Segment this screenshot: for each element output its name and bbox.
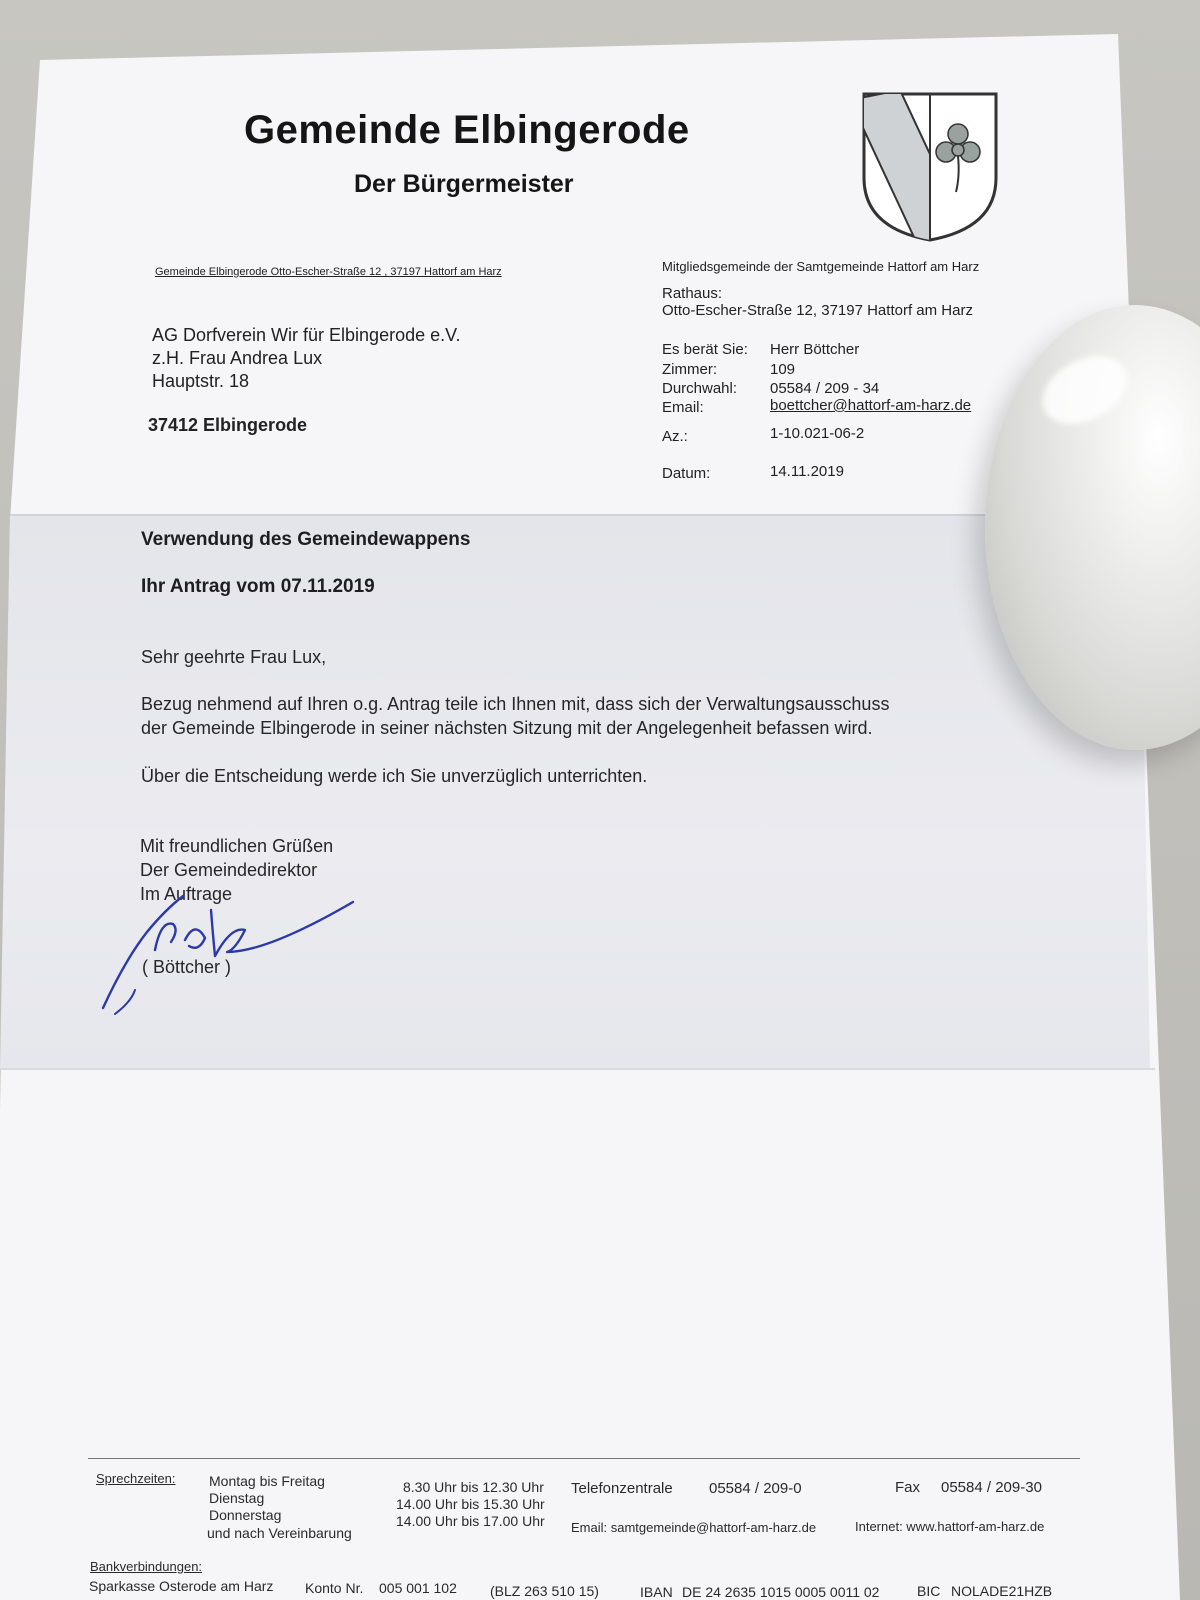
- office-hours-time-3: 14.00 Uhr bis 17.00 Uhr: [396, 1513, 545, 1529]
- request-reference: Ihr Antrag vom 07.11.2019: [141, 576, 375, 597]
- room-value: 109: [770, 361, 796, 378]
- reference-label: Az.:: [662, 428, 688, 445]
- iban-label: IBAN: [640, 1584, 673, 1600]
- phone-value: 05584 / 209 - 34: [770, 380, 880, 397]
- account-number: 005 001 102: [379, 1580, 457, 1596]
- office-subtitle: Der Bürgermeister: [354, 170, 574, 198]
- bank-name: Sparkasse Osterode am Harz: [89, 1578, 274, 1594]
- fax-label: Fax: [895, 1479, 921, 1496]
- letter-subject: Verwendung des Gemeindewappens: [141, 529, 471, 550]
- office-hours-day-4: und nach Vereinbarung: [207, 1525, 352, 1541]
- email-label: Email:: [662, 399, 704, 416]
- office-hours-day-2: Dienstag: [209, 1490, 265, 1506]
- bank-details-label: Bankverbindungen:: [90, 1559, 203, 1574]
- bank-code: (BLZ 263 510 15): [490, 1583, 599, 1599]
- account-label: Konto Nr.: [305, 1580, 364, 1596]
- body-paragraph-line-1: Bezug nehmend auf Ihren o.g. Antrag teile ich Ihnen mit, dass sich der Verwaltungsausschuss: [141, 694, 890, 714]
- bic-label: BIC: [917, 1583, 941, 1599]
- town-hall-label: Rathaus:: [662, 285, 723, 302]
- office-hours-time-2: 14.00 Uhr bis 15.30 Uhr: [396, 1496, 545, 1512]
- office-hours-day-1: Montag bis Freitag: [209, 1473, 325, 1489]
- switchboard-number: 05584 / 209-0: [709, 1480, 802, 1497]
- advisor-label: Es berät Sie:: [662, 341, 748, 358]
- room-label: Zimmer:: [662, 361, 717, 378]
- town-hall-address: Otto-Escher-Straße 12, 37197 Hattorf am Harz: [662, 302, 973, 319]
- recipient-organization: AG Dorfverein Wir für Elbingerode e.V.: [152, 325, 461, 345]
- closing-greeting: Mit freundlichen Grüßen: [140, 836, 334, 856]
- office-hours-label: Sprechzeiten:: [96, 1471, 176, 1486]
- phone-label: Durchwahl:: [662, 380, 738, 397]
- date-label: Datum:: [662, 465, 711, 482]
- municipality-title: Gemeinde Elbingerode: [244, 108, 690, 152]
- reference-value: 1-10.021-06-2: [770, 425, 865, 442]
- closing-on-behalf: Im Auftrage: [140, 884, 233, 904]
- member-municipality-note: Mitgliedsgemeinde der Samtgemeinde Hattorf am Harz: [662, 259, 980, 274]
- recipient-attention: z.H. Frau Andrea Lux: [152, 348, 323, 368]
- salutation: Sehr geehrte Frau Lux,: [141, 647, 327, 667]
- body-paragraph-line-2: der Gemeinde Elbingerode in seiner nächsten Sitzung mit der Angelegenheit befassen wird.: [141, 718, 873, 738]
- coat-of-arms-icon: [860, 90, 1000, 242]
- switchboard-label: Telefonzentrale: [571, 1480, 673, 1497]
- footer-email[interactable]: Email: samtgemeinde@hattorf-am-harz.de: [571, 1520, 817, 1535]
- email-link[interactable]: boettcher@hattorf-am-harz.de: [770, 397, 972, 414]
- office-hours-time-1: 8.30 Uhr bis 12.30 Uhr: [403, 1479, 544, 1495]
- recipient-street: Hauptstr. 18: [152, 371, 250, 391]
- footer-website[interactable]: Internet: www.hattorf-am-harz.de: [855, 1519, 1045, 1534]
- fax-number: 05584 / 209-30: [941, 1479, 1042, 1496]
- footer-divider: [88, 1458, 1080, 1459]
- closing-title: Der Gemeindedirektor: [140, 860, 318, 880]
- iban-value: DE 24 2635 1015 0005 0011 02: [682, 1584, 880, 1600]
- office-hours-day-3: Donnerstag: [209, 1507, 282, 1523]
- bic-value: NOLADE21HZB: [951, 1583, 1053, 1599]
- body-paragraph-2: Über die Entscheidung werde ich Sie unverzüglich unterrichten.: [141, 766, 648, 786]
- fold-crease-lower: [0, 1068, 1155, 1070]
- advisor-value: Herr Böttcher: [770, 341, 860, 358]
- signer-name: ( Böttcher ): [142, 957, 232, 977]
- date-value: 14.11.2019: [770, 463, 844, 480]
- recipient-city: 37412 Elbingerode: [148, 415, 308, 435]
- fold-crease-upper: [10, 514, 1140, 516]
- handwritten-signature-icon: [95, 880, 365, 1020]
- sender-return-address: Gemeinde Elbingerode Otto-Escher-Straße 12 , 37197 Hattorf am Harz: [155, 266, 502, 278]
